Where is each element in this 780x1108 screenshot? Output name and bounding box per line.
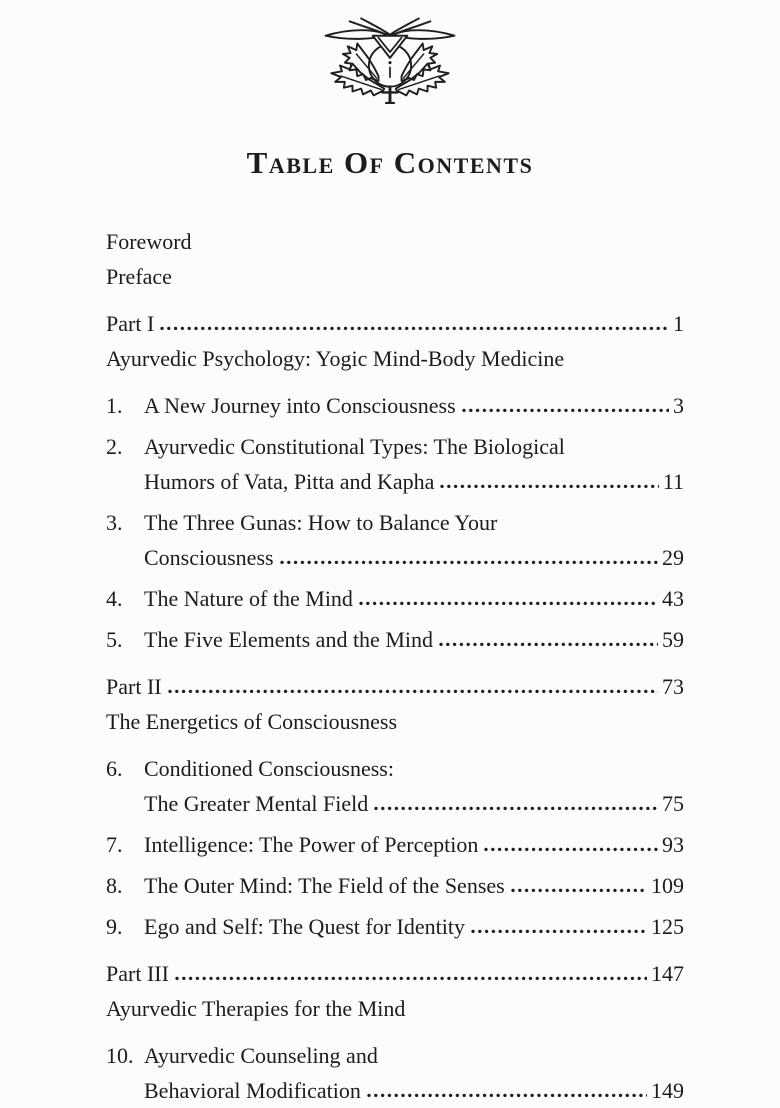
- chapter-title: The Outer Mind: The Field of the Senses: [144, 872, 505, 898]
- chapter-entry: [106, 868, 684, 903]
- chapter-title: Behavioral Modification: [144, 1077, 361, 1103]
- chapter-line: [106, 581, 684, 616]
- chapter-title: Consciousness: [144, 544, 274, 570]
- part-page-number: 147: [651, 960, 684, 986]
- chapter-line: [106, 429, 684, 464]
- part-page-number: 73: [662, 673, 684, 699]
- dot-leader: [278, 559, 660, 565]
- part-subtitle: The Energetics of Consciousness: [106, 708, 398, 734]
- dot-leader: [166, 688, 660, 694]
- front-matter-item: Foreword: [106, 228, 192, 254]
- chapter-number: 2.: [106, 433, 123, 459]
- part-page-number: 1: [673, 310, 684, 336]
- chapter-number: 4.: [106, 585, 123, 611]
- chapter-page-number: 93: [662, 831, 684, 857]
- chapter-title: Conditioned Consciousness:: [144, 755, 394, 781]
- chapter-page-number: 109: [651, 872, 684, 898]
- part-heading-block: [106, 306, 684, 376]
- part-row: [106, 669, 684, 704]
- chapter-title: The Nature of the Mind: [144, 585, 353, 611]
- chapter-title: The Five Elements and the Mind: [144, 626, 433, 652]
- chapter-line: [106, 1038, 684, 1073]
- chapter-number: 6.: [106, 755, 123, 781]
- chapter-entry: [106, 827, 684, 862]
- chapter-line: [106, 1073, 684, 1108]
- chapter-title: A New Journey into Consciousness: [144, 392, 456, 418]
- chapter-line: [106, 751, 684, 786]
- dot-leader: [460, 407, 671, 413]
- part-row: [106, 956, 684, 991]
- part-subtitle: Ayurvedic Psychology: Yogic Mind-Body Medicine: [106, 345, 565, 371]
- part-heading-block: [106, 956, 684, 1026]
- chapter-page-number: 43: [662, 585, 684, 611]
- chapter-entry: [106, 388, 684, 423]
- part-heading-block: [106, 669, 684, 739]
- chapter-entry: [106, 505, 684, 575]
- part-label: Part III: [106, 960, 169, 986]
- chapter-page-number: 75: [662, 790, 684, 816]
- chapter-page-number: 29: [662, 544, 684, 570]
- chapter-line: [106, 827, 684, 862]
- chapter-title: The Greater Mental Field: [144, 790, 369, 816]
- dot-leader: [173, 975, 649, 981]
- chapter-number: 5.: [106, 626, 123, 652]
- chapter-number: 1.: [106, 392, 123, 418]
- chapter-entry: [106, 581, 684, 616]
- chapter-page-number: 3: [673, 392, 684, 418]
- chapter-title: The Three Gunas: How to Balance Your: [144, 509, 498, 535]
- part-label: Part I: [106, 310, 155, 336]
- dot-leader: [469, 928, 649, 934]
- chapter-number: 7.: [106, 831, 123, 857]
- table-of-contents-list: [106, 224, 684, 1108]
- part-subtitle: Ayurvedic Therapies for the Mind: [106, 995, 406, 1021]
- dot-leader: [509, 887, 649, 893]
- chapter-line: [106, 909, 684, 944]
- chapter-page-number: 149: [651, 1077, 684, 1103]
- chapter-title: Ayurvedic Constitutional Types: The Biological: [144, 433, 565, 459]
- part-row: [106, 306, 684, 341]
- chapter-page-number: 59: [662, 626, 684, 652]
- dot-leader: [482, 846, 660, 852]
- dot-leader: [365, 1092, 649, 1098]
- chapter-number: 3.: [106, 509, 123, 535]
- chapter-number: 9.: [106, 913, 123, 939]
- chapter-line: [106, 505, 684, 540]
- front-matter-list: [106, 224, 684, 294]
- part-label: Part II: [106, 673, 162, 699]
- chapter-entry: [106, 909, 684, 944]
- publisher-emblem-logo: [0, 0, 780, 104]
- dot-leader: [372, 805, 660, 811]
- chapter-line: [106, 622, 684, 657]
- dot-leader: [437, 641, 660, 647]
- chapter-number: 8.: [106, 872, 123, 898]
- dot-leader: [357, 600, 660, 606]
- chapter-page-number: 11: [662, 468, 684, 494]
- chapter-page-number: 125: [651, 913, 684, 939]
- page-title: Table Of Contents: [246, 145, 534, 180]
- dot-leader: [438, 483, 660, 489]
- chapter-entry: [106, 751, 684, 821]
- chapter-line: [106, 388, 684, 423]
- chapter-line: [106, 464, 684, 499]
- chapter-title: Intelligence: The Power of Perception: [144, 831, 479, 857]
- chapter-line: [106, 868, 684, 903]
- herb-flower-emblem-icon: [314, 4, 466, 104]
- chapter-number: 10.: [106, 1042, 134, 1068]
- chapter-line: [106, 786, 684, 821]
- chapter-title: Ego and Self: The Quest for Identity: [144, 913, 465, 939]
- chapter-title: Ayurvedic Counseling and: [144, 1042, 378, 1068]
- front-matter-item: Preface: [106, 263, 172, 289]
- dot-leader: [158, 325, 671, 331]
- chapter-entry: [106, 1038, 684, 1108]
- chapter-entry: [106, 429, 684, 499]
- chapter-line: [106, 540, 684, 575]
- chapter-title: Humors of Vata, Pitta and Kapha: [144, 468, 435, 494]
- chapter-entry: [106, 622, 684, 657]
